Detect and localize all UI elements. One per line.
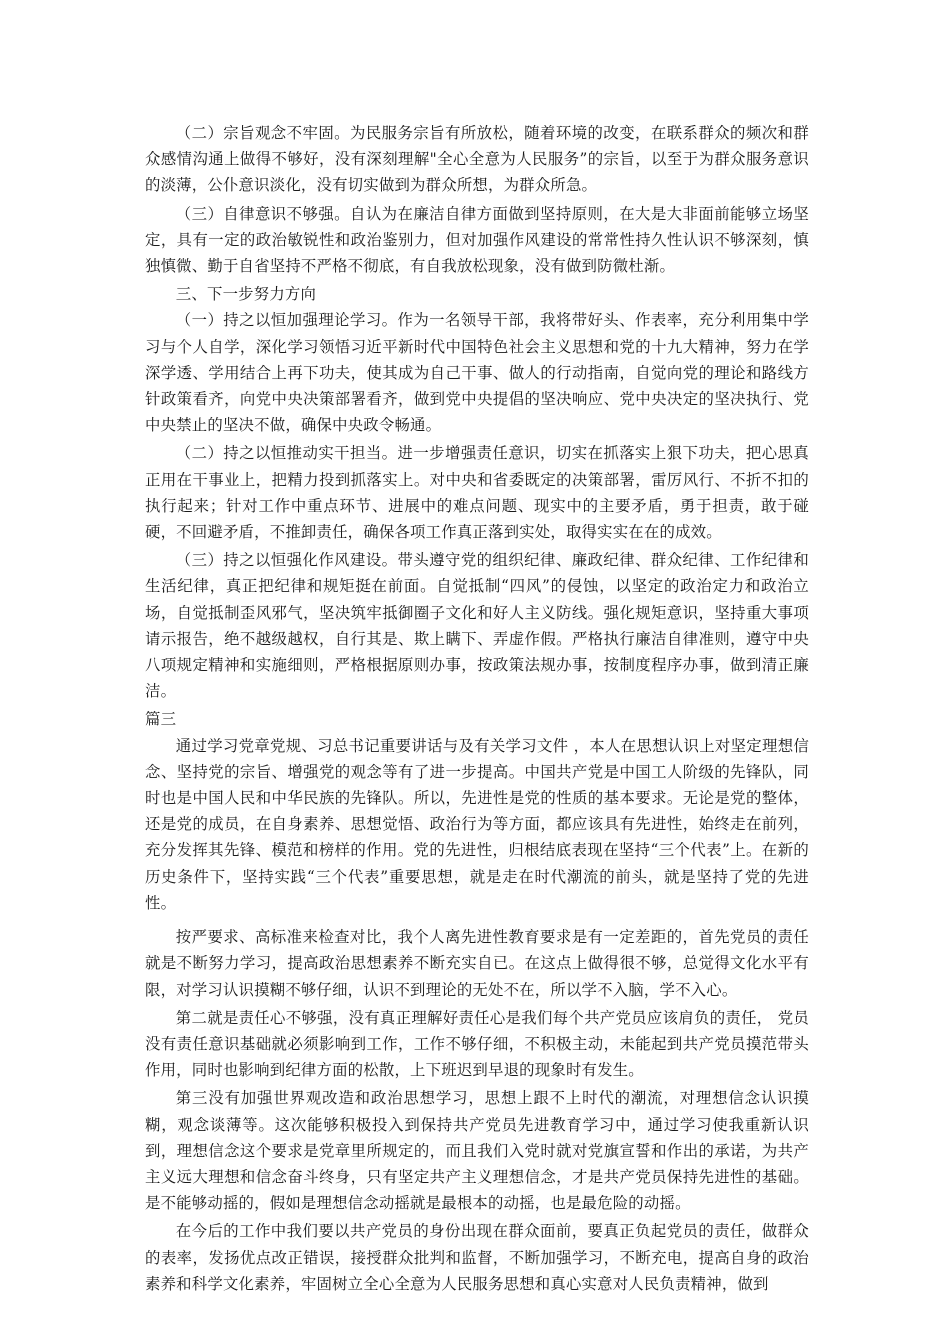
paragraph-future-work: 在今后的工作中我们要以共产党员的身份出现在群众面前，要真正负起党员的责任，做群众的表率，发扬优点改正错误，接授群众批判和监督，不断加强学习，不断充电，提高自身的政治素养和科学文化素养，牢固树立全心全意为人民服务思想和真心实意对人民负责精神，做到 [145, 1222, 809, 1293]
paragraph-theory-study: （一）持之以恒加强理论学习。作为一名领导干部，我将带好头、作表率，充分利用集中学习与个人自学，深化学习领悟习近平新时代中国特色社会主义思想和党的十九大精神，努力在学深学透、学用结合上再下功夫，使其成为自己干事、做人的行动指南，自觉向党的理论和路线方针政策看齐，向党中央决策部署看齐，做到党中央提倡的坚决响应、党中央决定的坚决执行、党中央禁止的坚决不做，确保中央政令畅通。 [145, 311, 809, 435]
document-page [145, 120, 809, 1297]
paragraph-party-study: 通过学习党章党规、习总书记重要讲话与及有关学习文件 ，本人在思想认识上对坚定理想信念、坚持党的宗旨、增强党的观念等有了进一步提高。中国共产党是中国工人阶级的先锋队，同时也是中国人民和中华民族的先锋队。所以，先进性是党的性质的基本要求。无论是党的整体，还是党的成员，在自身素养、思想觉悟、政治行为等方面，都应该具有先进性，始终走在前列，充分发挥其先锋、模范和榜样的作用。党的先进性，归根结底表现在坚持“三个代表”上。在新的历史条件下，坚持实践“三个代表”重要思想，就是走在时代潮流的前头，就是坚持了党的先进性。 [145, 736, 809, 912]
paragraph-self-discipline: （三）自律意识不够强。自认为在廉洁自律方面做到坚持原则，在大是大非面前能够立场坚定，具有一定的政治敏锐性和政治鉴别力，但对加强作风建设的常常性持久性认识不够深刻，慎独慎微、勤于自省坚持不严格不彻底，有自我放松现象，没有做到防微杜渐。 [145, 204, 809, 276]
paragraph-work-style: （三）持之以恒强化作风建设。带头遵守党的组织纪律、廉政纪律、群众纪律、工作纪律和生活纪律，真正把纪律和规矩挺在前面。自觉抵制“四风”的侵蚀，以坚定的政治定力和政治立场，自觉抵制歪风邪气，坚决筑牢抵御圈子文化和好人主义防线。强化规矩意识，坚持重大事项请示报告，绝不越级越权，自行其是、欺上瞒下、弄虚作假。严格执行廉洁自律准则，遵守中央八项规定精神和实施细则，严格根据原则办事，按政策法规办事，按制度程序办事，做到清正廉洁。 [145, 551, 809, 701]
paragraph-worldview: 第三没有加强世界观改造和政治思想学习，思想上跟不上时代的潮流，对理想信念认识摸糊，观念谈薄等。这次能够积极投入到保持共产党员先进教育学习中，通过学习使我重新认识到，理想信念这个要求是党章里所规定的，而且我们入党时就对党旗宣誓和作出的承诺，为共产主义远大理想和信念奋斗终身，只有坚定共产主义理想信念，才是共产党员保持先进性的基础。是不能够动摇的，假如是理想信念动摇就是最根本的动摇，也是最危险的动摇。 [145, 1089, 809, 1213]
section-heading-next-steps: 三、下一步努力方向 [175, 285, 317, 304]
paragraph-purpose-concept: （二）宗旨观念不牢固。为民服务宗旨有所放松，随着环境的改变，在联系群众的频次和群众感情沟通上做得不够好，没有深刻理解"全心全意为人民服务”的宗旨，以至于为群众服务意识的淡薄，公仆意识淡化，没有切实做到为群众所想，为群众所急。 [145, 124, 809, 195]
section-label-part-three: 篇三 [145, 710, 177, 729]
paragraph-gap-check: 按严要求、高标准来检查对比，我个人离先进性教育要求是有一定差距的，首先党员的责任就是不断努力学习，提高政治思想素养不断充实自已。在这点上做得很不够，总觉得文化水平有限，对学习认识摸糊不够仔细，认识不到理论的无处不在，所以学不入脑，学不入心。 [145, 928, 809, 999]
paragraph-responsibility: 第二就是责任心不够强，没有真正理解好责任心是我们每个共产党员应该肩负的责任， 党员没有责任意识基础就必须影响到工作，工作不够仔细，不积极主动，未能起到共产党员摸范带头作用，同时也影响到纪律方面的松散，上下班迟到早退的现象时有发生。 [145, 1008, 809, 1080]
paragraph-practical-work: （二）持之以恒推动实干担当。进一步增强责任意识，切实在抓落实上狠下功夫，把心思真正用在干事业上，把精力投到抓落实上。对中央和省委既定的决策部署，雷厉风行、不折不扣的执行起来；针对工作中重点环节、进展中的难点问题、现实中的主要矛盾，勇于担责，敢于碰硬，不回避矛盾，不推卸责任，确保各项工作真正落到实处，取得实实在在的成效。 [145, 444, 809, 542]
